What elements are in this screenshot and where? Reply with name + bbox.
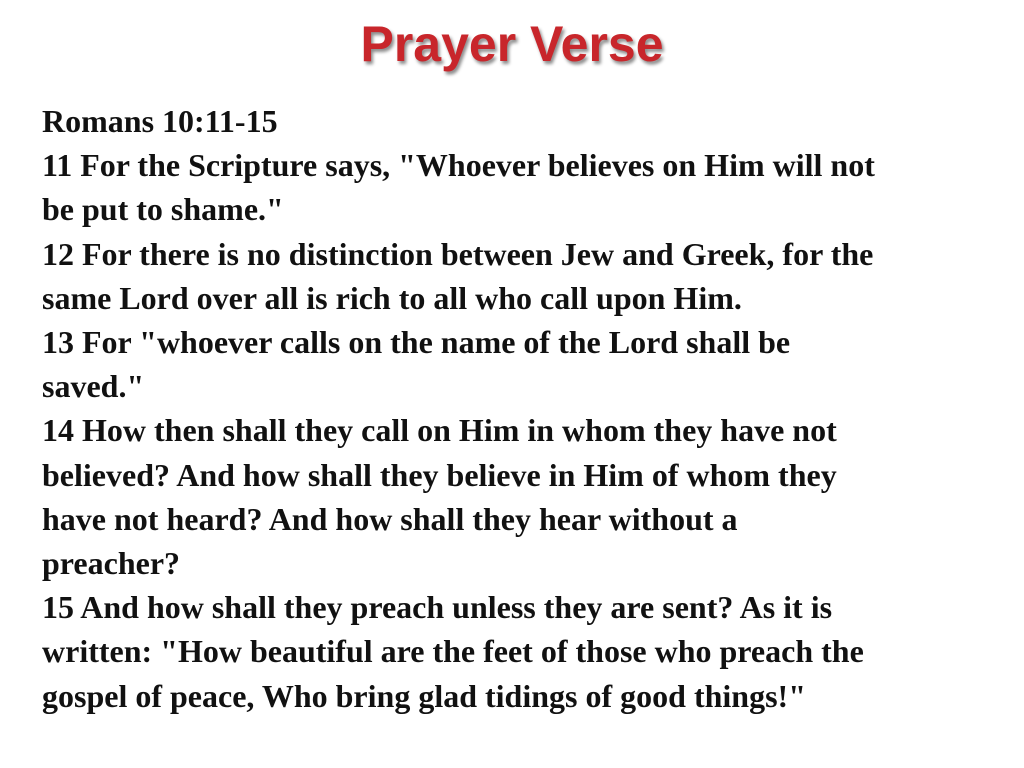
verse-line: preacher? bbox=[42, 545, 181, 582]
verse-line: same Lord over all is rich to all who call upon Him. bbox=[42, 279, 742, 316]
verse-line: gospel of peace, Who bring glad tidings of good things!" bbox=[42, 677, 806, 714]
slide-title: Prayer Verse bbox=[360, 16, 664, 72]
verse-reference: Romans 10:11-15 bbox=[42, 103, 278, 139]
verse-line: 12 For there is no distinction between Jew and Greek, for the bbox=[42, 235, 874, 272]
verse-line: written: "How beautiful are the feet of those who preach the bbox=[42, 633, 864, 670]
verse-line: 14 How then shall they call on Him in whom they have not bbox=[42, 412, 837, 449]
verse-line: have not heard? And how shall they hear without a bbox=[42, 500, 738, 537]
verse-line: saved." bbox=[42, 368, 145, 405]
verse-line: 13 For "whoever calls on the name of the Lord shall be bbox=[42, 324, 791, 361]
verse-line: 11 For the Scripture says, "Whoever believes on Him will not bbox=[42, 147, 875, 184]
verse-text bbox=[42, 99, 1012, 718]
verse-line: 15 And how shall they preach unless they are sent? As it is bbox=[42, 589, 833, 626]
verse-line: be put to shame." bbox=[42, 191, 284, 228]
verse-line: believed? And how shall they believe in Him of whom they bbox=[42, 456, 837, 493]
